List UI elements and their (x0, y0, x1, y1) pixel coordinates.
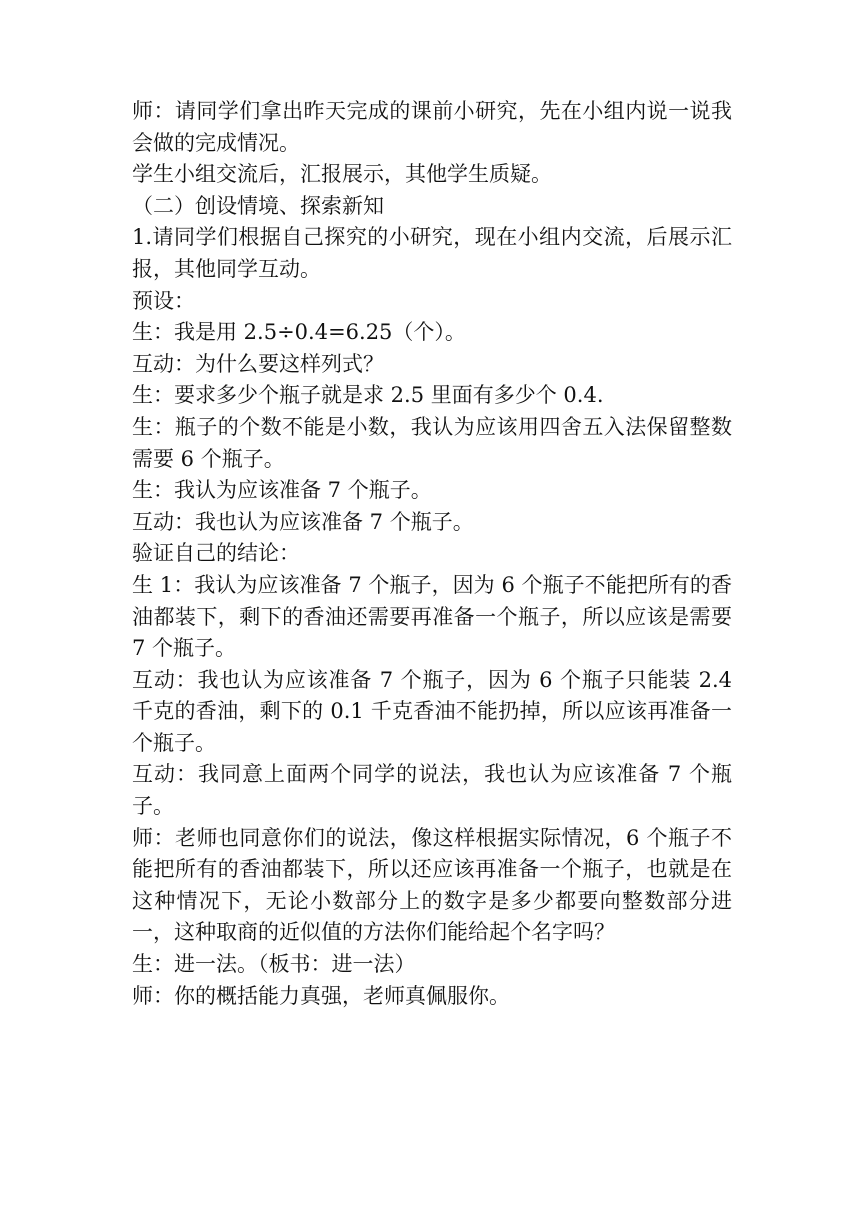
paragraph-student-formula: 生：我是用 2.5÷0.4=6.25（个）。 (132, 320, 466, 345)
paragraph-interaction-consent: 互动：我同意上面两个同学的说法，我也认为应该准备 7 个瓶子。 (132, 762, 732, 819)
paragraph-interaction-agree: 互动：我也认为应该准备 7 个瓶子。 (132, 509, 474, 534)
section-heading: （二）创设情境、探索新知 (132, 193, 384, 218)
paragraph-teacher-summary: 师：老师也同意你们的说法，像这样根据实际情况，6 个瓶子不能把所有的香油都装下，所以还应该再准备一个瓶子，也就是在这种情况下，无论小数部分上的数字是多少都要向整数部分进一，这种取商的近似值的方法你们能给起个名字吗？ (132, 825, 732, 945)
paragraph-group-report: 学生小组交流后，汇报展示，其他学生质疑。 (132, 162, 552, 187)
paragraph-teacher-intro: 师：请同学们拿出昨天完成的课前小研究，先在小组内说一说我会做的完成情况。 (132, 99, 732, 155)
paragraph-student-seven: 生：我认为应该准备 7 个瓶子。 (132, 478, 432, 503)
document-body (132, 96, 732, 1012)
paragraph-student-1: 生 1：我认为应该准备 7 个瓶子，因为 6 个瓶子不能把所有的香油都装下，剩下的香油还需要再准备一个瓶子，所以应该是需要 7 个瓶子。 (132, 572, 732, 661)
paragraph-interaction-reason: 互动：我也认为应该准备 7 个瓶子，因为 6 个瓶子只能装 2.4 千克的香油，剩下的 0.1 千克香油不能扔掉，所以应该再准备一个瓶子。 (132, 667, 732, 755)
paragraph-verify: 验证自己的结论： (132, 541, 300, 566)
paragraph-interaction-why: 互动：为什么要这样列式？ (132, 351, 384, 376)
paragraph-presets: 预设： (132, 288, 195, 313)
paragraph-step-1: 1.请同学们根据自己探究的小研究，现在小组内交流，后展示汇报，其他同学互动。 (132, 225, 732, 281)
paragraph-student-round: 生：瓶子的个数不能是小数，我认为应该用四舍五入法保留整数需要 6 个瓶子。 (132, 414, 732, 471)
paragraph-student-method: 生：进一法。（板书：进一法） (132, 952, 416, 977)
paragraph-teacher-praise: 师：你的概括能力真强，老师真佩服你。 (132, 983, 510, 1008)
paragraph-student-explain: 生：要求多少个瓶子就是求 2.5 里面有多少个 0.4. (132, 383, 604, 408)
